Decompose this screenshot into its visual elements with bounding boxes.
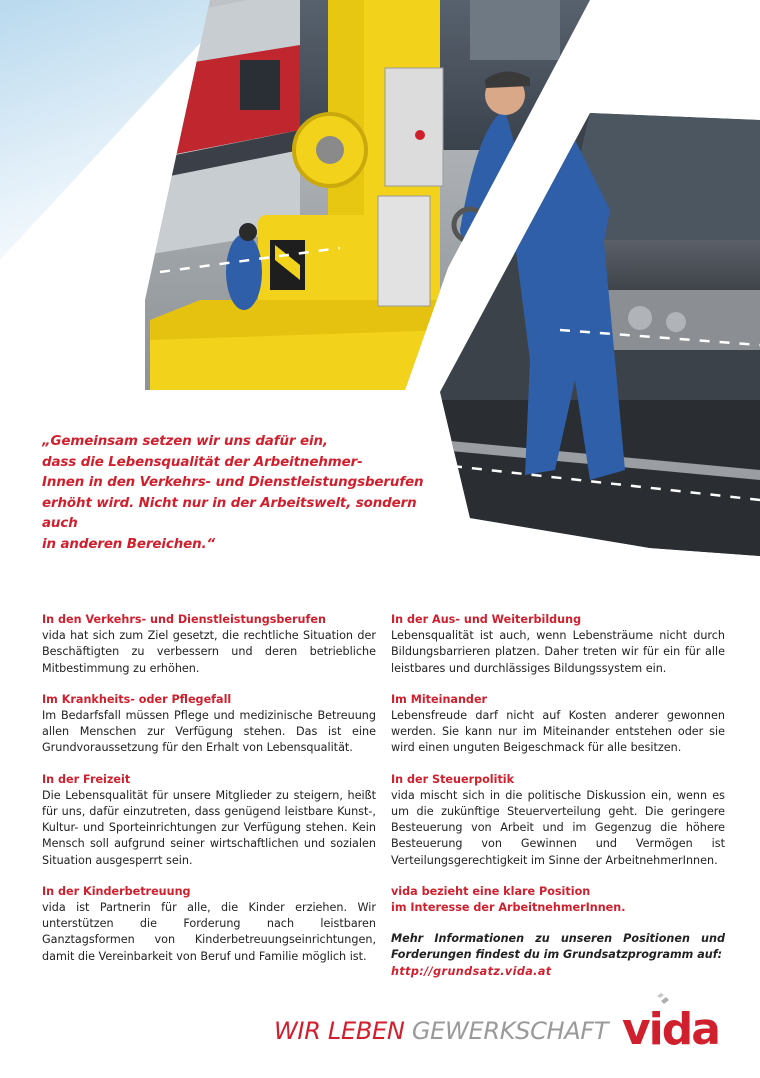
headline-quote: „Gemeinsam setzen wir uns dafür ein, dass die Lebensqualität der Arbeitnehmer- Innen in den Verkehrs- und Dienstleistungsberufen erhöht wird. Nicht nur in der Arbeitswelt, sondern auch in anderen Bereichen.“ — [42, 434, 424, 552]
section-text: Die Lebensqualität für unsere Mitglieder zu steigern, heißt für uns, dafür einzutreten, dass genügend leistbare Kunst-, Kultur- und Sporteinrichtungen zur Verfügung stehen. Kein Mensch soll aufgrund seiner wirtschaftlichen und sozialen Situation ausgesperrt sein. — [42, 788, 376, 867]
info-text: Mehr Informationen zu unseren Positionen und Forderungen findest du im Grundsatzprogramm auf: — [391, 932, 725, 962]
section-title: In der Kinderbetreuung — [42, 884, 191, 898]
section-text: Lebensfreude darf nicht auf Kosten anderer gewonnen werden. Sie kann nur im Miteinander entstehen oder sie wird einen unguten Beigeschmack für alle besitzen. — [391, 709, 725, 755]
slogan-part-red: WIR LEBEN — [274, 1017, 412, 1045]
section-title: In der Aus- und Weiterbildung — [391, 613, 582, 626]
section-title: Im Krankheits- oder Pflegefall — [42, 692, 232, 706]
right-column — [391, 612, 725, 980]
position-statement: vida bezieht eine klare Position im Interesse der ArbeitnehmerInnen. — [391, 884, 626, 915]
section-title: In den Verkehrs- und Dienstleistungsberufen — [42, 613, 326, 626]
section-title: In der Freizeit — [42, 772, 131, 786]
section-text: Lebensqualität ist auch, wenn Lebensträume nicht durch Bildungsbarrieren platzen. Daher treten wir für ein für alle leistbares und durchlässiges Bildungssystem ein. — [391, 629, 725, 675]
section-bildung — [391, 612, 725, 677]
section-text: vida hat sich zum Ziel gesetzt, die rechtliche Situation der Beschäftigten zu verbessern und deren betriebliche Mitbestimmung zu erhöhen. — [42, 629, 376, 675]
section-title: In der Steuerpolitik — [391, 772, 515, 786]
grundsatz-link[interactable]: http://grundsatz.vida.at — [391, 964, 552, 978]
section-text: vida ist Partnerin für alle, die Kinder erziehen. Wir unterstützen die Forderung nach leistbaren Ganztagsformen von Kinderbetreuungseinrichtungen, damit die Vereinbarkeit von Beruf und Familie möglich ist. — [42, 901, 376, 963]
section-verkehr — [42, 612, 376, 677]
section-steuerpolitik — [391, 772, 725, 869]
section-title: Im Miteinander — [391, 692, 488, 706]
vida-logo — [620, 992, 730, 1054]
section-krankheit — [42, 692, 376, 757]
section-kinderbetreuung — [42, 884, 376, 965]
section-text: Im Bedarfsfall müssen Pflege und medizinische Betreuung allen Menschen zur Verfügung stehen. Das ist eine Grundvoraussetzung für den Erhalt von Lebensqualität. — [42, 709, 376, 755]
slogan-part-grey: GEWERKSCHAFT — [411, 1017, 609, 1045]
left-column — [42, 612, 376, 980]
section-freizeit — [42, 772, 376, 869]
section-text: vida mischt sich in die politische Diskussion ein, wenn es um die zukünftige Steuerverteilung geht. Die geringere Besteuerung von Arbeit und im Gegenzug die höhere Besteuerung von Gewinnen und Vermögen ist Verteilungsgerechtigkeit im Sinne der ArbeitnehmerInnen. — [391, 788, 725, 867]
slogan — [274, 1017, 608, 1045]
logo-wordmark: vida — [622, 1004, 719, 1054]
section-miteinander — [391, 692, 725, 757]
